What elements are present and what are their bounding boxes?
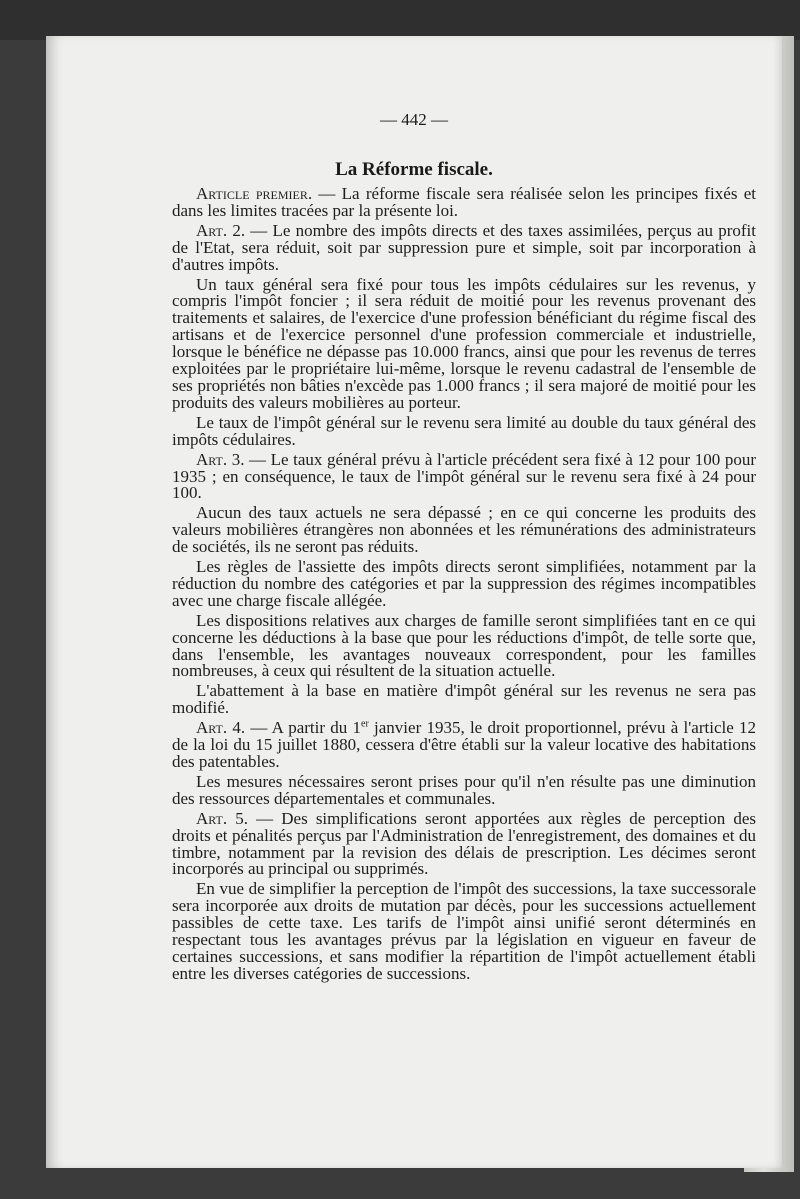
superscript: er bbox=[361, 718, 369, 730]
paragraph bbox=[172, 412, 756, 449]
paragraph-text: Les dispositions relatives aux charges de famille seront simplifiées tant en ce qui concerne les déductions à la base que pour les réductions d'impôt, de telle sorte que, dans l'ensemble, les avantages nouveaux correspondent, pour les familles nombreuses, à ceux qui résultent de la situation actuelle. bbox=[172, 610, 756, 681]
scan-background bbox=[0, 0, 800, 40]
paragraph-text: janvier 1935, le droit proportionnel, prévu à l'article 12 de la loi du 15 juillet 1880, cessera d'être établi sur la valeur locative des habitations des patentables. bbox=[172, 718, 757, 771]
paragraph bbox=[172, 505, 756, 556]
paragraph bbox=[172, 720, 756, 771]
paragraph-text: Un taux général sera fixé pour tous les impôts cédulaires sur les revenus, y compris l'impôt foncier ; il sera réduit de moitié pour les revenus provenant des traitements et salaires, de l'exercice d'une profession bénéficiant du régime fiscal des artisans et de l'exercice personnel d'une profession commerciale et industrielle, lorsque le bénéfice ne dépasse pas 10.000 francs, ainsi que pour les revenus de terres exploitées par le propriétaire lui-même, lorsque le revenu cadastral de l'ensemble de ses propriétés non bâties n'excède pas 1.000 francs ; il sera majoré de moitié pour les produits des valeurs mobilières au porteur. bbox=[172, 274, 756, 412]
article-heading: Article premier. bbox=[196, 184, 313, 203]
document-page bbox=[46, 36, 782, 1168]
paragraph bbox=[172, 220, 756, 274]
paragraph-text: Les règles de l'assiette des impôts directs seront simplifiées, notamment par la réduction du nombre des catégories et par la suppression des régimes incompatibles avec une charge fiscale allégée. bbox=[172, 557, 756, 610]
paragraph bbox=[172, 881, 756, 982]
paragraph-text: Le taux de l'impôt général sur le revenu sera limité au double du taux général des impôts cédulaires. bbox=[172, 412, 756, 449]
paragraph bbox=[172, 610, 756, 681]
paragraph bbox=[172, 808, 756, 879]
article-heading: Art. 2. bbox=[196, 220, 246, 240]
paragraph-text: — A partir du 1 bbox=[245, 718, 362, 738]
paragraph-text: — Des simplifications seront apportées aux règles de perception des droits et pénalités perçus par l'Administration de l'enregistrement, des domaines et du timbre, notamment par la revision des délais de prescription. Les décimes seront incorporés au principal ou supprimés. bbox=[172, 808, 756, 879]
page-number: — 442 — bbox=[380, 110, 448, 129]
article-heading: Art. 3. bbox=[196, 449, 245, 469]
paragraph-text: — La réforme fiscale sera réalisée selon les principes fixés et dans les limites tracées par la présente loi. bbox=[172, 184, 756, 220]
paragraph bbox=[172, 559, 756, 610]
paragraph-text: Les mesures nécessaires seront prises pour qu'il n'en résulte pas une diminution des ressources départementales et communales. bbox=[172, 771, 756, 808]
paragraph-text: — Le nombre des impôts directs et des taxes assimilées, perçus au profit de l'Etat, sera réduit, soit par suppression pure et simple, soit par incorporation à d'autres impôts. bbox=[172, 220, 756, 274]
paragraph bbox=[172, 771, 756, 808]
page-title: La Réforme fiscale. bbox=[335, 159, 493, 180]
article-heading: Art. 5. bbox=[196, 808, 249, 828]
paragraph-text: — Le taux général prévu à l'article précédent sera fixé à 12 pour 100 pour 1935 ; en conséquence, le taux de l'impôt général sur le revenu sera fixé à 24 pour 100. bbox=[172, 449, 756, 503]
paragraph-text: Aucun des taux actuels ne sera dépassé ; en ce qui concerne les produits des valeurs mobilières étrangères non abonnées et les rémunérations des administrateurs de sociétés, ils ne seront pas réduits. bbox=[172, 503, 756, 557]
paragraph bbox=[172, 683, 756, 717]
paragraph bbox=[172, 186, 756, 220]
paragraph-text: En vue de simplifier la perception de l'impôt des successions, la taxe successorale sera incorporée aux droits de mutation par décès, pour les successions actuellement passibles de cette taxe. Les tarifs de l'impôt ainsi unifié seront déterminés en respectant tous les avantages prévus par la législation en vigueur en faveur de certaines successions, et sans modifier la répartition de l'impôt actuellement établi entre les diverses catégories de successions. bbox=[172, 879, 756, 983]
paragraph-text: L'abattement à la base en matière d'impôt général sur les revenus ne sera pas modifié. bbox=[172, 681, 756, 718]
paragraph bbox=[172, 449, 756, 503]
article-heading: Art. 4. bbox=[196, 718, 246, 738]
paragraph bbox=[172, 274, 756, 412]
document-body bbox=[172, 186, 756, 986]
